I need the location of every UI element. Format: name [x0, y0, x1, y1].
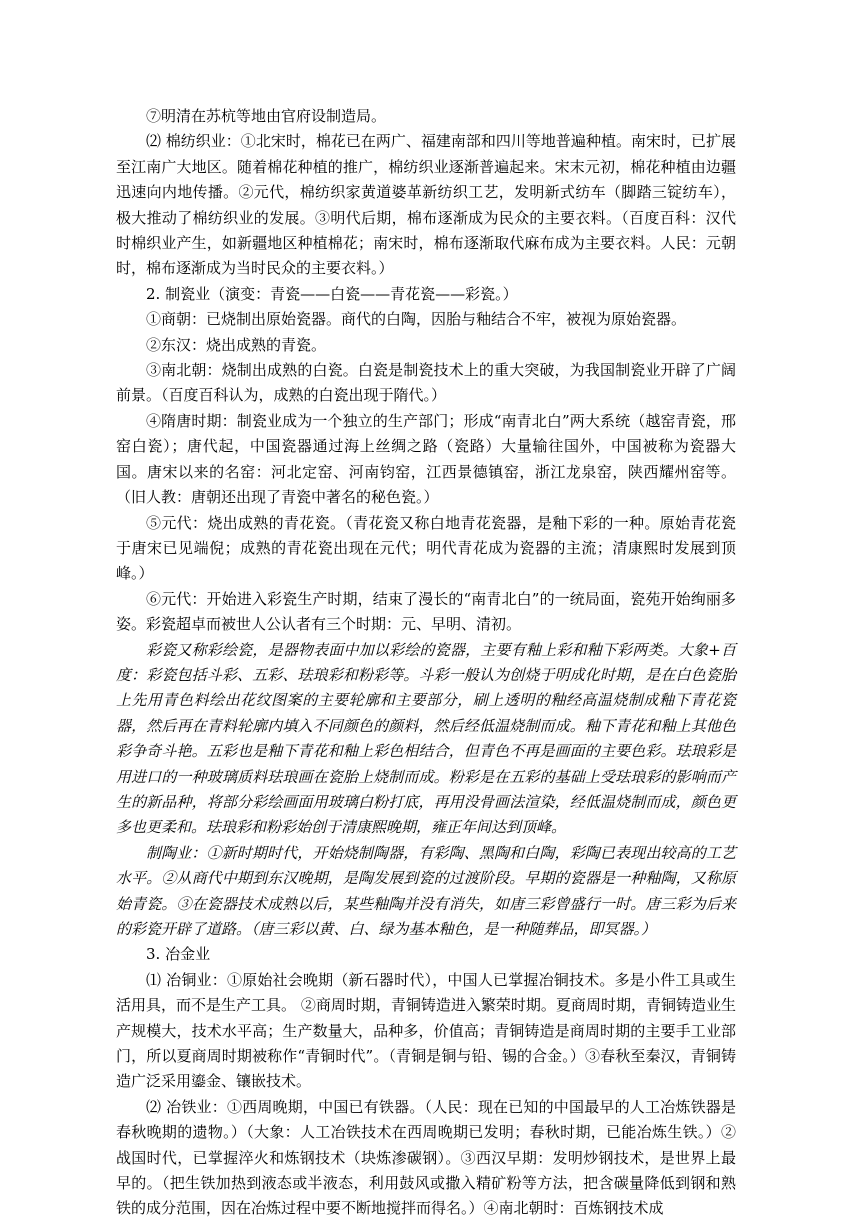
heading-porcelain: 2. 制瓷业（演变：青瓷——白瓷——青花瓷——彩瓷。） [146, 284, 518, 303]
paragraph-porcelain-eastern-han: ②东汉：烧出成熟的青瓷。 [146, 335, 327, 354]
paragraph-cotton-textile: ⑵ 棉纺织业：①北宋时，棉花已在两广、福建南部和四川等地普遍种植。南宋时，已扩展至江南广大地区。随着棉花种植的推广，棉纺织业逐渐普遍起来。宋末元初，棉花种植由边疆迅速向内地传播。②元代，棉纺织家黄道婆革新纺织工艺，发明新式纺车（脚踏三锭纺车），极大推动了棉纺织业的发展。③明代后期，棉布逐渐成为民众的主要衣料。（百度百科：汉代时棉织业产生，如新疆地区种植棉花；南宋时，棉布逐渐取代麻布成为主要衣料。人民：元朝时，棉布逐渐成为当时民众的主要衣料。） [116, 132, 736, 278]
paragraph-porcelain-yuan-blue-white: ⑤元代：烧出成熟的青花瓷。（青花瓷又称白地青花瓷器，是釉下彩的一种。原始青花瓷于唐宋已见端倪；成熟的青花瓷出现在元代；明代青花成为瓷器的主流；清康熙时发展到顶峰。） [116, 513, 736, 583]
paragraph-porcelain-yuan-colored: ⑥元代：开始进入彩瓷生产时期，结束了漫长的“南青北白”的一统局面，瓷苑开始绚丽多姿。彩瓷超卓而被世人公认者有三个时期：元、早明、清初。 [116, 589, 736, 634]
heading-metallurgy: 3. 冶金业 [146, 945, 211, 964]
paragraph-porcelain-northern-southern: ③南北朝：烧制出成熟的白瓷。白瓷是制瓷技术上的重大突破，为我国制瓷业开辟了广阔前景。（百度百科认为，成熟的白瓷出现于隋代。） [116, 361, 736, 405]
paragraph-copper: ⑴ 冶铜业：①原始社会晚期（新石器时代），中国人已掌握冶铜技术。多是小件工具或生活用具，而不是生产工具。 ②商周时期，青铜铸造进入繁荣时期。夏商周时期，青铜铸造业生产规模大，技术水平高；生产数量大，品种多，价值高；青铜铸造是商周时期的主要手工业部门，所以夏商周时期被称作“青铜时代”。（青铜是铜与铅、锡的合金。）③春秋至秦汉，青铜铸造广泛采用鎏金、镶嵌技术。 [116, 970, 736, 1091]
paragraph-porcelain-sui-tang: ④隋唐时期：制瓷业成为一个独立的生产部门；形成“南青北白”两大系统（越窑青瓷，邢窑白瓷）；唐代起，中国瓷器通过海上丝绸之路（瓷路）大量输往国外，中国被称为瓷器大国。唐宋以来的名窑：河北定窑、河南钧窑，江西景德镇窑，浙江龙泉窑，陕西耀州窑等。（旧人教：唐朝还出现了青瓷中著名的秘色瓷。） [116, 411, 736, 507]
paragraph-iron: ⑵ 冶铁业：①西周晚期，中国已有铁器。（人民：现在已知的中国最早的人工冶炼铁器是春秋晚期的遗物。）（大象：人工冶铁技术在西周晚期已发明；春秋时期，已能冶炼生铁。）②战国时代，已掌握淬火和炼钢技术（块炼渗碳钢）。③西汉早期：发明炒钢技术，是世界上最早的。（把生铁加热到液态或半液态，利用鼓风或撒入精矿粉等方法，把含碳量降低到钢和熟铁的成分范围，因在冶炼过程中要不断地搅拌而得名。）④南北朝时：百炼钢技术成 [116, 1097, 736, 1218]
paragraph-colored-porcelain-note: 彩瓷又称彩绘瓷，是器物表面中加以彩绘的瓷器，主要有釉上彩和釉下彩两类。大象+百度：彩瓷包括斗彩、五彩、珐琅彩和粉彩等。斗彩一般认为创烧于明成化时期，是在白色瓷胎上先用青色料绘出花纹图案的主要轮廓和主要部分，刷上透明的釉经高温烧制成釉下青花瓷器，然后再在青料轮廓内填入不同颜色的颜料，然后经低温烧制而成。釉下青花和釉上其他色彩争奇斗艳。五彩也是釉下青花和釉上彩色相结合，但青色不再是画面的主要色彩。珐琅彩是用进口的一种玻璃质料珐琅画在瓷胎上烧制而成。粉彩是在五彩的基础上受珐琅彩的影响而产生的新品种，将部分彩绘画面用玻璃白粉打底，再用没骨画法渲染，经低温烧制而成，颜色更多也更柔和。珐琅彩和粉彩始创于清康熙晚期，雍正年间达到顶峰。 [116, 640, 736, 837]
paragraph-silk-note: ⑦明清在苏杭等地由官府设制造局。 [146, 107, 387, 125]
paragraph-pottery: 制陶业：①新时期时代，开始烧制陶器，有彩陶、黑陶和白陶，彩陶已表现出较高的工艺水平。②从商代中期到东汉晚期，是陶发展到瓷的过渡阶段。早期的瓷器是一种釉陶，又称原始青瓷。③在瓷器技术成熟以后，某些釉陶并没有消失，如唐三彩曾盛行一时。唐三彩为后来的彩瓷开辟了道路。（唐三彩以黄、白、绿为基本釉色，是一种随葬品，即冥器。） [116, 843, 736, 938]
paragraph-porcelain-shang: ①商朝：已烧制出原始瓷器。商代的白陶，因胎与釉结合不牢，被视为原始瓷器。 [146, 310, 687, 329]
